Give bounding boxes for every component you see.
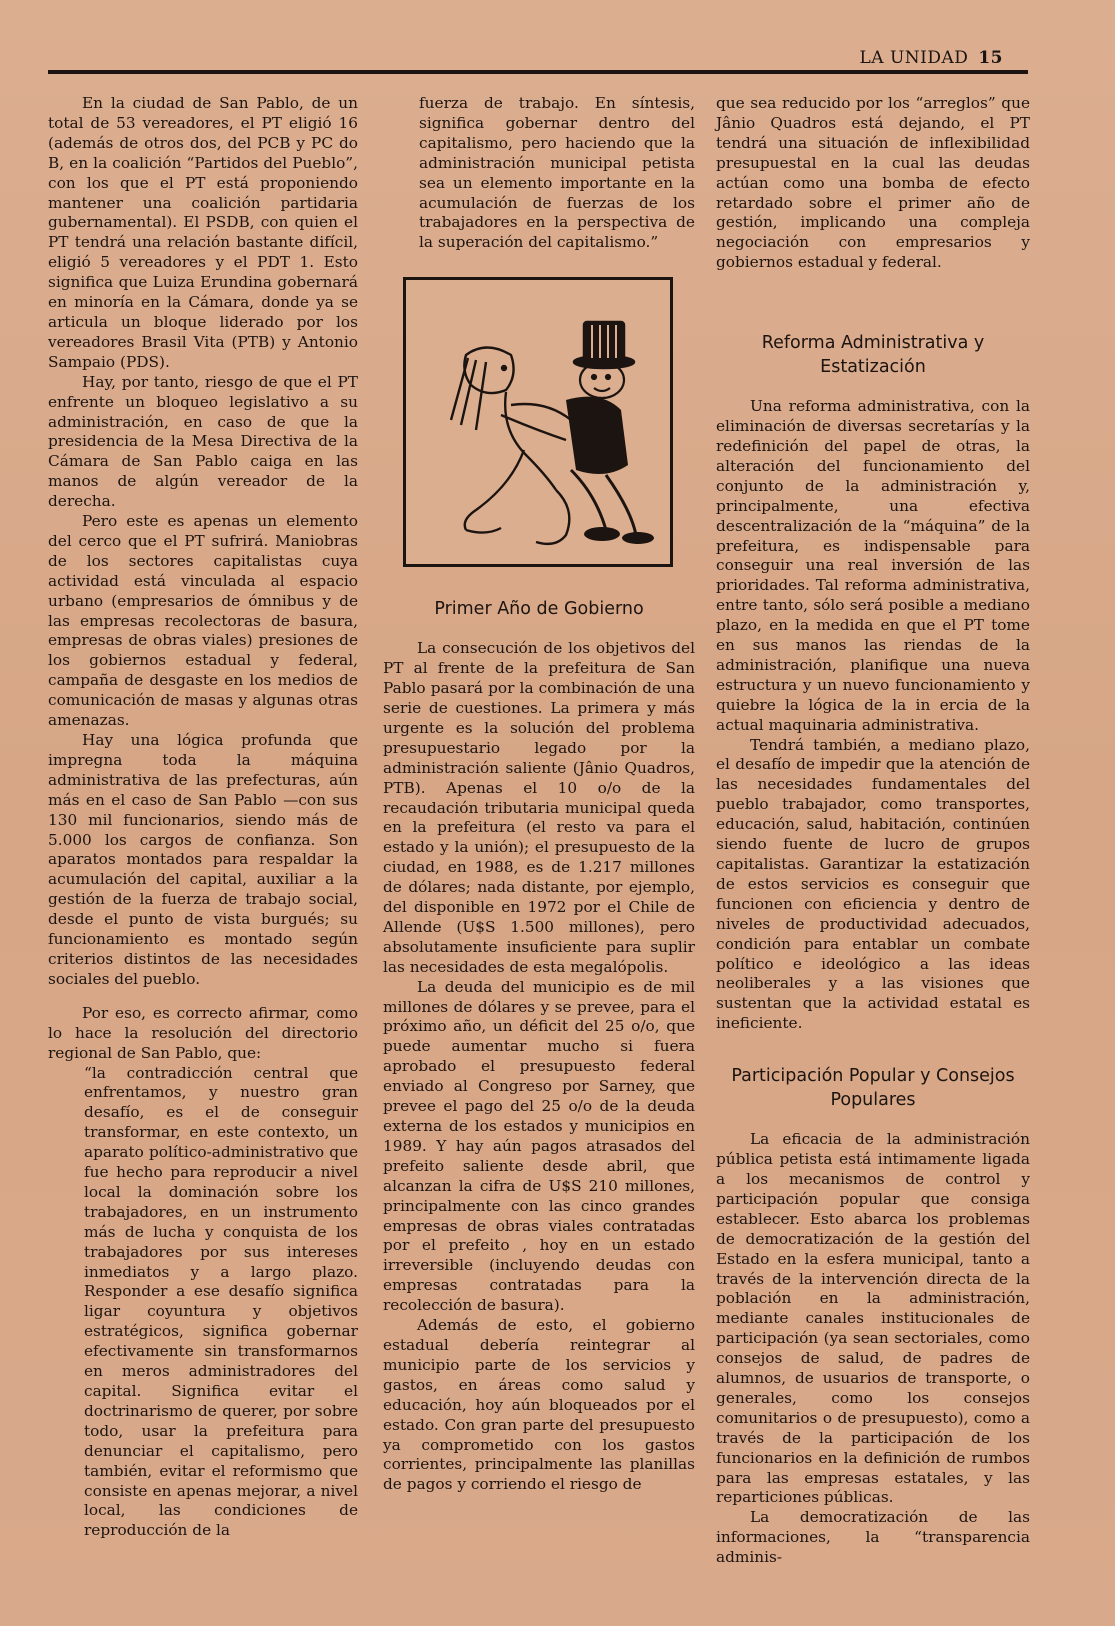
paragraph: Además de esto, el gobierno estadual debería reintegrar al municipio parte de los servicios y gastos, en áreas como salud y educación, hoy aún bloqueados por el estado. Con gran parte del presupuesto ya comprometido con los gastos corrientes, principalmente las planillas de pagos y corriendo el riesgo de	[383, 1316, 695, 1494]
page-header	[859, 48, 1003, 68]
publication-title: LA UNIDAD	[859, 48, 969, 68]
paragraph: En la ciudad de San Pablo, de un total de 53 vereadores, el PT eligió 16 (además de otros dos, del PCB y PC do B, en la coalición “Partidos del Pueblo”, con los que el PT está proponiendo mantener una coalición partidaria gubernamental). El PSDB, con quien el PT tendrá una relación bastante difícil, eligió 5 vereadores y el PDT 1. Esto significa que Luiza Erundina gobernará en minoría en la Cámara, donde ya se articula un bloque liderado por los vereadores Brasil Vita (PTB) y Antonio Sampaio (PDS).	[48, 94, 358, 371]
paragraph: Hay una lógica profunda que impregna toda la máquina administrativa de las prefecturas, aún más en el caso de San Pablo —con sus 130 mil funcionarios, siendo más de 5.000 los cargos de confianza. Son aparatos montados para respaldar la acumulación del capital, auxiliar a la gestión de la fuerza de trabajo social, desde el punto de vista burgués; su funcionamiento es montado según criterios distintos de las necesidades sociales del pueblo.	[48, 731, 358, 988]
paragraph: Una reforma administrativa, con la eliminación de diversas secretarías y la redefinición del papel de otras, la alteración del funcionamiento del conjunto de la administración y, principalmente, una efectiva descentralización de la “máquina” de la prefeitura, es indispensable para conseguir una real inversión de las prioridades. Tal reforma administrativa, entre tanto, sólo será posible a mediano plazo, en la medida en que el PT tome en sus manos las riendas de la administración, planifique una nueva estructura y un nuevo funcionamiento y quiebre la lógica de la in ercia de la actual maquinaria administrativa.	[716, 397, 1030, 734]
cartoon-illustration	[403, 277, 673, 567]
section-heading: Participación Popular y Consejos Populares	[731, 1066, 1015, 1111]
paragraph: Hay, por tanto, riesgo de que el PT enfrente un bloqueo legislativo a su administración, en caso de que la presidencia de la Mesa Directiva de la Cámara de San Pablo caiga en las manos de algún vereador de la derecha.	[48, 372, 358, 511]
header-rule	[48, 70, 1028, 74]
paragraph: Por eso, es correcto afirmar, como lo hace la resolución del directorio regional de San Pablo, que:	[48, 1003, 358, 1062]
block-quote: “la contradicción central que enfrentamos, y nuestro gran desafío, es el de conseguir transformar, en este contexto, un aparato político-administrativo que fue hecho para reproducir a nivel local la dominación sobre los trabajadores, en un instrumento más de lucha y conquista de los trabajadores por sus intereses inmediatos y a largo plazo. Responder a ese desafío significa ligar coyuntura y objetivos estratégicos, significa gobernar efectivamente sin transformarnos en meros administradores del capital. Significa evitar el doctrinarismo de querer, por sobre todo, usar la prefeitura para denunciar el capitalismo, pero también, evitar el reformismo que consiste en apenas mejorar, a nivel local, las condiciones de reproducción de la	[84, 1063, 358, 1540]
paragraph: que sea reducido por los “arreglos” que Jânio Quadros está dejando, el PT tendrá una situación de inflexibilidad presupuestal en la cual las deudas actúan como una bomba de efecto retardado sobre el primer año de gestión, implicando una compleja negociación con empresarios y gobiernos estadual y federal.	[716, 94, 1030, 272]
column-2	[383, 94, 695, 1495]
paragraph: Tendrá también, a mediano plazo, el desafío de impedir que la atención de las necesidades fundamentales del pueblo trabajador, como transportes, educación, salud, habitación, continúen siendo fuente de lucro de grupos capitalistas. Garantizar la estatización de estos servicios es conseguir que funcionen con eficiencia y dentro de niveles de productividad adecuados, condición para entablar un combate político e ideológico a las ideas neoliberales y a las visiones que sustentan que la actividad estatal es ineficiente.	[716, 735, 1030, 1033]
section-heading: Primer Año de Gobierno	[434, 599, 644, 620]
paragraph: Pero este es apenas un elemento del cerco que el PT sufrirá. Maniobras de los sectores capitalistas cuya actividad está vinculada al espacio urbano (empresarios de ómnibus y de las empresas recolectoras de basura, empresas de obras viales) presiones de los gobiernos estadual y federal, campaña de desgaste en los medios de comunicación de masas y algunas otras amenazas.	[48, 512, 358, 730]
block-quote-continued: fuerza de trabajo. En síntesis, significa gobernar dentro del capitalismo, pero haciendo que la administración municipal petista sea un elemento importante en la acumulación de fuerzas de los trabajadores en la perspectiva de la superación del capitalismo.”	[419, 94, 695, 252]
column-3	[716, 94, 1030, 1568]
paragraph: La consecución de los objetivos del PT al frente de la prefeitura de San Pablo pasará por la combinación de una serie de cuestiones. La primera y más urgente es la solución del problema presupuestario legado por la administración saliente (Jânio Quadros, PTB). Apenas el 10 o/o de la recaudación tributaria municipal queda en la prefeitura (el resto va para el estado y la unión); el presupuesto de la ciudad, en 1988, es de 1.217 millones de dólares; nada distante, por ejemplo, del disponible en 1972 por el Chile de Allende (U$S 1.500 millones), pero absolutamente insuficiente para suplir las necesidades de esta megalópolis.	[383, 639, 695, 976]
page-number: 15	[978, 48, 1003, 68]
section-heading: Reforma Administrativa y Estatización	[761, 333, 985, 378]
paragraph: La democratización de las informaciones, la “transparencia adminis-	[716, 1508, 1030, 1567]
paragraph: La eficacia de la administración pública petista está intimamente ligada a los mecanismos de control y participación popular que consiga establecer. Esto abarca los problemas de democratización de la gestión del Estado en la esfera municipal, tanto a través de la intervención directa de la población en la administración, mediante canales institucionales de participación (ya sean sectoriales, como consejos de salud, de padres de alumnos, de usuarios de transporte, o generales, como los consejos comunitarios o de presupuesto), como a través de la participación de los funcionarios en la definición de rumbos para las empresas estatales, y las reparticiones públicas.	[716, 1130, 1030, 1507]
column-1	[48, 94, 358, 1541]
paragraph: La deuda del municipio es de mil millones de dólares y se prevee, para el próximo año, un déficit del 25 o/o, que puede aumentar mucho si fuera aprobado el presupuesto federal enviado al Congreso por Sarney, que prevee el pago del 25 o/o de la deuda externa de los estados y municipios en 1989. Y hay aún pagos atrasados del prefeito saliente desde abril, que alcanzan la cifra de U$S 210 millones, principalmente con las cinco grandes empresas de obras viales contratadas por el prefeito , hoy en un estado irreversible (incluyendo deudas con empresas contratadas para la recolección de basura).	[383, 977, 695, 1315]
